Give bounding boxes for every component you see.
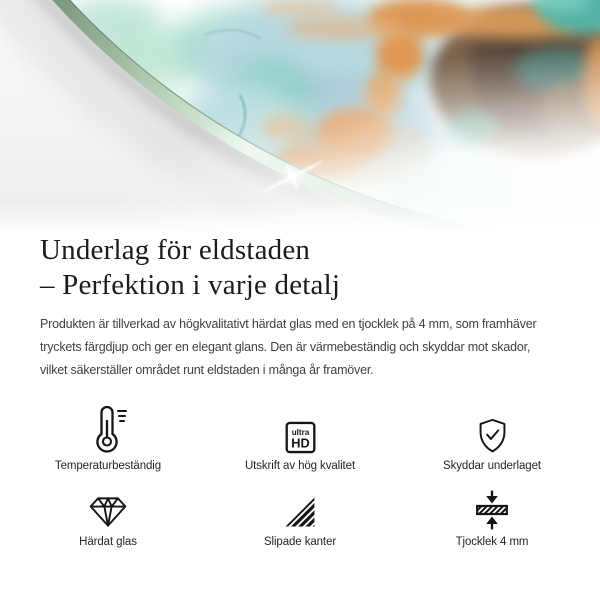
description-line: vilket säkerställer området runt eldstaden i många år framöver. [40, 363, 374, 377]
feature-label: Härdat glas [79, 536, 137, 548]
description-line: Produkten är tillverkad av högkvalitativt härdat glas med en tjocklek på 4 mm, som framhäver [40, 317, 537, 331]
feature-label: Tjocklek 4 mm [455, 536, 529, 548]
page-title-line-2: – Perfektion i varje detalj [40, 269, 341, 301]
feature-tempered-glass [12, 489, 204, 549]
page-title [40, 233, 580, 303]
ultra-hd-icon-text-bottom: HD [290, 435, 310, 451]
ultra-hd-icon-text-top: ultra [291, 427, 309, 437]
page-title-line-1: Underlag för eldstaden [40, 234, 311, 266]
feature-temperature-resistant [12, 402, 204, 473]
feature-polished-edges [204, 489, 396, 549]
feature-label: Temperaturbeständig [54, 460, 162, 472]
corner-fade [0, 0, 600, 236]
shield-check-icon [476, 402, 509, 454]
feature-thickness-4mm [396, 489, 588, 549]
feature-label: Slipade kanter [263, 536, 337, 548]
bottom-fade [0, 202, 600, 236]
feature-protects-surface [396, 402, 588, 473]
diamond-icon [88, 489, 128, 530]
feature-label: Utskrift av hög kvalitet [244, 460, 356, 472]
description-line: tryckets färgdjup och ger en elegant glans. Den är värmebeständig och skyddar mot skador, [40, 340, 531, 354]
feature-label: Skyddar underlaget [443, 460, 541, 472]
product-photo [0, 0, 600, 236]
feature-ultra-hd-print [204, 402, 396, 473]
thermometer-icon [87, 402, 129, 454]
thickness-4mm-icon [474, 489, 510, 530]
product-description-text [40, 313, 595, 382]
beveled-edges-icon [283, 489, 317, 530]
ultra-hd-icon [285, 402, 316, 454]
feature-grid [12, 402, 588, 549]
